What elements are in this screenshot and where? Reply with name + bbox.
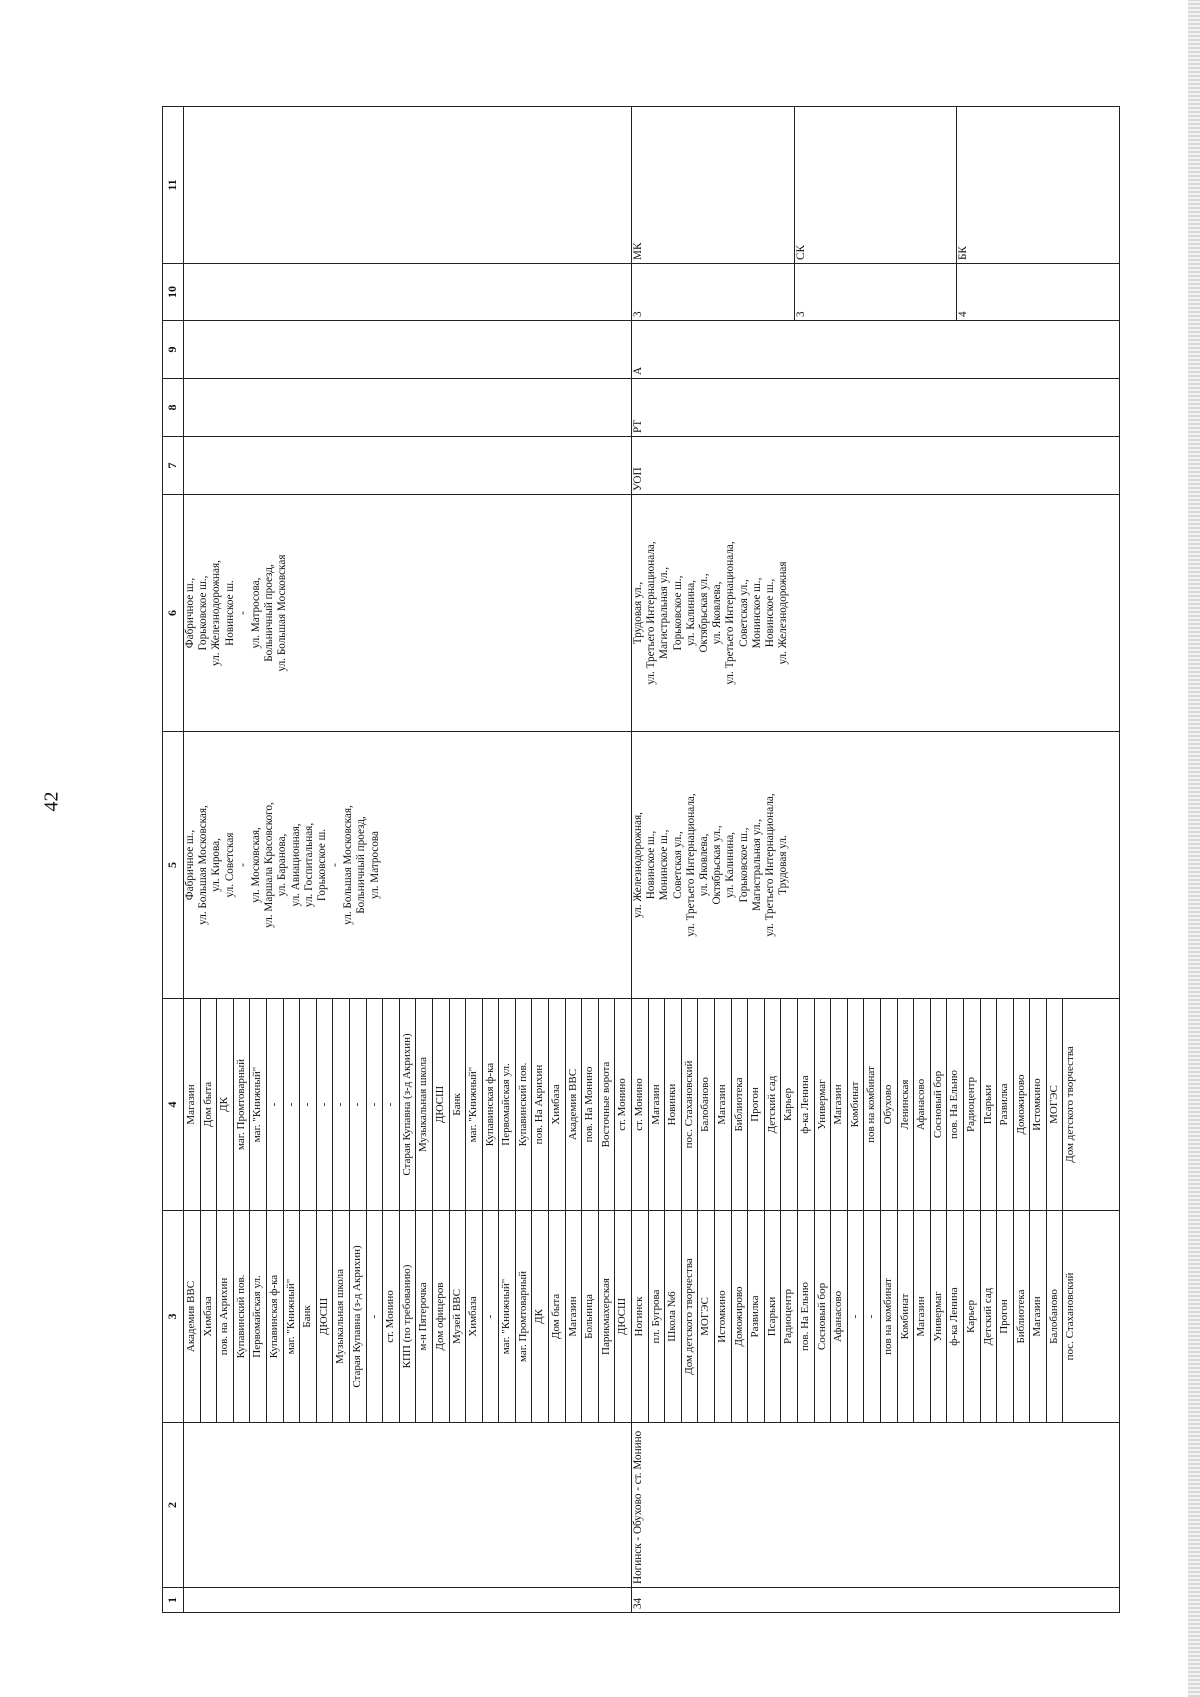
stop-item: Магазин (649, 999, 666, 1210)
stop-item: Магазин (184, 999, 201, 1210)
stop-item: Ленинская (898, 999, 915, 1210)
stop-item: Химбаза (466, 1211, 483, 1422)
header-row (163, 107, 184, 1613)
stop-item: Академия ВВС (566, 999, 583, 1210)
stop-item: ф-ка Ленина (798, 999, 815, 1210)
stop-item: Библиотека (732, 999, 749, 1210)
street-item: Фабричное ш., (184, 829, 196, 901)
stop-item: Первомайская ул. (499, 999, 516, 1210)
stops-forward-list (184, 1211, 631, 1422)
stop-item: Химбаза (201, 1211, 218, 1422)
stop-item: - (367, 999, 384, 1210)
stop-item: маг. Промтоварный (516, 1211, 533, 1422)
page-number: 42 (40, 791, 63, 812)
route-number-cell: 34 (632, 1588, 1120, 1613)
vehicle-class-cell (184, 107, 632, 264)
route-number-cell (184, 1588, 632, 1613)
stops-back-list (184, 999, 631, 1210)
street-item: Трудовая ул. (777, 835, 790, 895)
stop-item: ДЮСШ (433, 999, 450, 1210)
street-item: ул. Калинина, (684, 580, 697, 646)
stop-item: ДК (532, 1211, 549, 1422)
streets-back-list (632, 498, 790, 728)
stop-item: Развилка (748, 1211, 765, 1422)
vehicle-count-cell (632, 264, 1120, 321)
street-item: ул. Третьего Интернационала, (724, 541, 737, 685)
stop-item: Карьер (964, 1211, 981, 1422)
stop-item: Магазин (566, 1211, 583, 1422)
stop-item: - (284, 999, 301, 1210)
vehicle-class: МК (632, 107, 795, 263)
stop-item: Карьер (781, 999, 798, 1210)
stop-item: - (267, 999, 284, 1210)
street-item: Больничный проезд, (355, 816, 368, 914)
stop-item: м-н Пятерочка (416, 1211, 433, 1422)
stop-item: пов. На Акрихин (532, 999, 549, 1210)
stop-item: Балобаново (1047, 1211, 1064, 1422)
stop-item: Доможирово (732, 1211, 749, 1422)
streets-forward-cell (184, 732, 632, 999)
header-cell: 7 (163, 437, 184, 495)
stops-back-cell (632, 999, 1120, 1211)
stop-item: Сосновый бор (815, 1211, 832, 1422)
table-row-34 (632, 107, 1120, 1613)
stop-item: пов. На Ельню (798, 1211, 815, 1422)
stop-item: КПП (по требованию) (400, 1211, 417, 1422)
stops-forward-cell (184, 1211, 632, 1423)
stop-item: пос. Стахановский (1064, 1272, 1077, 1361)
street-item: ул. Третьего Интернационала, (763, 793, 776, 937)
stop-order-cell: УОП (632, 437, 1120, 495)
scan-edge (1188, 0, 1200, 1697)
stop-item: пл. Бугрова (649, 1211, 666, 1422)
vehicle-count-cell (184, 264, 632, 321)
stop-item: - (383, 999, 400, 1210)
street-item: ул. Яковлева, (697, 833, 710, 897)
stop-item: маг. Промтоварный (234, 999, 251, 1210)
tariff-cell: РТ (632, 379, 1120, 437)
street-item: ул. Большая Московская, (342, 805, 355, 925)
stop-item: ДК (217, 999, 234, 1210)
stop-item: Развилка (997, 999, 1014, 1210)
street-item: ул. Третьего Интернационала, (645, 541, 658, 685)
stop-item: пов. На Ельню (947, 999, 964, 1210)
stop-item: пов. На Монино (582, 999, 599, 1210)
stop-item: Обухово (881, 999, 898, 1210)
route-table (162, 106, 1120, 1613)
stop-item: Музей ВВС (450, 1211, 467, 1422)
stop-item: Магазин (831, 999, 848, 1210)
stop-item: Истомкино (715, 1211, 732, 1422)
route-name-cell (184, 1423, 632, 1588)
stop-item: Купавинский пов. (234, 1211, 251, 1422)
streets-forward-list (184, 735, 382, 995)
street-item: Октябрьская ул., (697, 573, 710, 653)
vehicle-count-list (632, 264, 1119, 320)
stop-item: ст. Монино (632, 999, 649, 1210)
stop-item: Магазин (914, 1211, 931, 1422)
header-cell: 8 (163, 379, 184, 437)
stops-back-cell (184, 999, 632, 1211)
table-row-continued (184, 107, 632, 1613)
stop-item: - (367, 1211, 384, 1422)
stop-item: МОГЭС (698, 1211, 715, 1422)
stop-item: маг. "Книжный" (466, 999, 483, 1210)
street-item: Магистральная ул., (658, 567, 671, 659)
street-item: ул. Железнодорожная, (210, 560, 223, 666)
stop-item: пов. на Акрихин (217, 1211, 234, 1422)
stop-item: - (350, 999, 367, 1210)
stop-item: - (317, 999, 334, 1210)
street-item: ул. Третьего Интернационала, (684, 793, 697, 937)
stop-item: Радиоцентр (781, 1211, 798, 1422)
header-cell: 6 (163, 495, 184, 732)
street-item: Трудовая ул., (632, 581, 645, 645)
stop-item: Ногинск (632, 1211, 649, 1422)
stop-item: ст. Монино (616, 1078, 629, 1131)
stop-item: Детский сад (981, 1211, 998, 1422)
vehicle-class: СК (795, 107, 958, 263)
street-item: Новинское ш., (645, 830, 658, 900)
route-name-cell: Ногинск - Обухово - ст. Монино (632, 1423, 1120, 1588)
stop-item: пос. Стахановский (682, 999, 699, 1210)
vehicle-type-cell: А (632, 321, 1120, 379)
street-item: - (329, 863, 342, 867)
streets-back-list (184, 498, 290, 728)
street-item: ул. Большая Московская, (197, 805, 210, 925)
stop-item: пов на комбинат (881, 1211, 898, 1422)
stop-item: Купавинский пов. (516, 999, 533, 1210)
stop-item: МОГЭС (1047, 999, 1064, 1210)
street-item: Октябрьская ул., (711, 825, 724, 905)
stop-item: Банк (300, 1211, 317, 1422)
stops-forward-cell (632, 1211, 1120, 1423)
stop-item: маг. "Книжный" (250, 999, 267, 1210)
stop-item: Магазин (1030, 1211, 1047, 1422)
stop-item: Банк (450, 999, 467, 1210)
stop-item: Афанасово (831, 1211, 848, 1422)
stop-item: пов на комбинат (864, 999, 881, 1210)
street-item: Советская ул., (737, 579, 750, 647)
street-item: ул. Маршала Красовского, (263, 802, 276, 928)
streets-back-cell (184, 495, 632, 732)
route-table-rotated (162, 107, 1120, 1613)
street-item: ул. Железнодорожная, (632, 812, 645, 918)
stop-item: Купавинская ф-ка (483, 999, 500, 1210)
stop-item: ДЮСШ (317, 1211, 334, 1422)
stop-item: ст. Монино (383, 1211, 400, 1422)
stop-item: Комбинат (848, 999, 865, 1210)
vehicle-count: 3 (795, 264, 958, 320)
street-item: ул. Яковлева, (711, 581, 724, 645)
stop-item: маг. "Книжный" (499, 1211, 516, 1422)
stop-item: Академия ВВС (184, 1211, 201, 1422)
street-item: Горьковское ш., (197, 575, 210, 651)
street-item: Больничный проезд, (263, 564, 276, 662)
street-item: Горьковское ш., (671, 575, 684, 651)
vehicle-class-cell (632, 107, 1120, 264)
stop-item: Сосновый бор (931, 999, 948, 1210)
stop-item: Псарьки (981, 999, 998, 1210)
stop-item: - (300, 999, 317, 1210)
stop-item: Купавинская ф-ка (267, 1211, 284, 1422)
stop-item: Универмаг (815, 999, 832, 1210)
street-item: - (236, 611, 249, 615)
stop-item: Новинки (665, 999, 682, 1210)
street-item: ул. Московская, (249, 827, 262, 903)
street-item: Новинское ш. (223, 580, 236, 646)
street-item: - (236, 863, 249, 867)
street-item: ул. Кирова, (210, 838, 223, 892)
street-item: Магистральная ул., (750, 819, 763, 911)
stop-item: Больница (582, 1211, 599, 1422)
header-cell: 4 (163, 999, 184, 1211)
street-item: Фабричное ш., (184, 577, 196, 649)
header-cell: 10 (163, 264, 184, 321)
stop-item: Первомайская ул. (250, 1211, 267, 1422)
stop-item: Химбаза (549, 999, 566, 1210)
header-cell: 11 (163, 107, 184, 264)
stop-item: - (848, 1211, 865, 1422)
street-item: Новинское ш., (763, 578, 776, 648)
street-item: ул. Баранова, (276, 833, 289, 897)
street-item: ул. Советская (223, 832, 236, 898)
stop-item: Музыкальная школа (416, 999, 433, 1210)
header-cell: 5 (163, 732, 184, 999)
street-item: ул. Авиационная, (289, 823, 302, 907)
stop-item: Прогон (997, 1211, 1014, 1422)
stop-item: - (333, 999, 350, 1210)
stop-item: Псарьки (765, 1211, 782, 1422)
stop-item: - (864, 1211, 881, 1422)
stops-back-list (632, 999, 1079, 1210)
stop-item: ф-ка Ленина (947, 1211, 964, 1422)
street-item: ул. Железнодорожная (777, 561, 790, 665)
stop-item: Парикмахерская (599, 1211, 616, 1422)
stop-item: Старая Купавна (з-д Акрихин) (350, 1211, 367, 1422)
stops-forward-list (632, 1211, 1079, 1422)
stop-item: Афанасово (914, 999, 931, 1210)
stop-item: Радиоцентр (964, 999, 981, 1210)
stop-item: Школа №6 (665, 1211, 682, 1422)
stop-item: Доможирово (1014, 999, 1031, 1210)
street-item: ул. Калинина, (724, 832, 737, 898)
streets-forward-list (632, 735, 790, 995)
vehicle-class: БК (957, 246, 970, 260)
stop-item: Библиотека (1014, 1211, 1031, 1422)
street-item: ул. Матросова (368, 830, 381, 900)
vehicle-class-list (632, 107, 1119, 263)
street-item: Советская ул., (671, 831, 684, 899)
street-item: Монинское ш., (750, 577, 763, 649)
street-item: Монинское ш., (658, 829, 671, 901)
stop-item: Прогон (748, 999, 765, 1210)
street-item: Горьковское ш., (737, 827, 750, 903)
stop-item: Дом детского творчества (682, 1211, 699, 1422)
stop-item: Старая Купавна (з-д Акрихин) (400, 999, 417, 1210)
stop-item: Балобаново (698, 999, 715, 1210)
stop-item: Магазин (715, 999, 732, 1210)
stop-item: Универмаг (931, 1211, 948, 1422)
vehicle-type-cell (184, 321, 632, 379)
header-cell: 1 (163, 1588, 184, 1613)
street-item: ул. Большая Московская (276, 554, 289, 672)
header-cell: 2 (163, 1423, 184, 1588)
streets-back-cell (632, 495, 1120, 732)
stop-item: ДЮСШ (616, 1297, 629, 1336)
streets-forward-cell (632, 732, 1120, 999)
header-cell: 3 (163, 1211, 184, 1423)
street-item: ул. Матросова, (249, 577, 262, 649)
stop-item: Восточные ворота (599, 999, 616, 1210)
stop-item: Дом офицеров (433, 1211, 450, 1422)
stop-item: Истомкино (1030, 999, 1047, 1210)
stop-item: Комбинат (898, 1211, 915, 1422)
stop-item: Дом детского творчества (1064, 1046, 1077, 1163)
stop-item: Детский сад (765, 999, 782, 1210)
vehicle-count: 4 (957, 311, 970, 317)
stop-order-cell (184, 437, 632, 495)
stop-item: Дом быта (549, 1211, 566, 1422)
vehicle-count: 3 (632, 264, 795, 320)
stop-item: Дом быта (201, 999, 218, 1210)
stop-item: - (483, 1211, 500, 1422)
stop-item: маг. "Книжный" (284, 1211, 301, 1422)
street-item: Горьковское ш. (315, 828, 328, 902)
tariff-cell (184, 379, 632, 437)
header-cell: 9 (163, 321, 184, 379)
stop-item: Музыкальная школа (333, 1211, 350, 1422)
street-item: ул. Госпитальная, (302, 822, 315, 908)
